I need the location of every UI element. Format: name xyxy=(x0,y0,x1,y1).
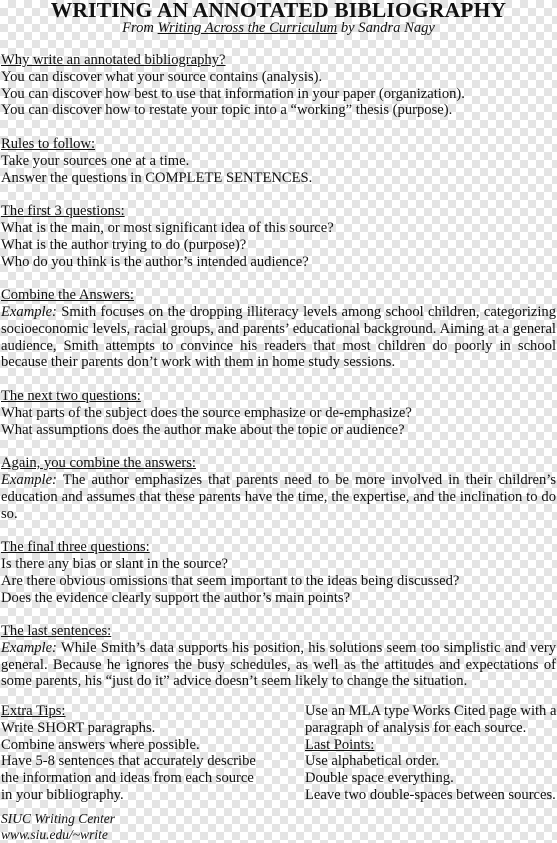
tip-line: Combine answers where possible. xyxy=(1,736,200,753)
document-body xyxy=(1,52,556,707)
section-heading: Combine the Answers: xyxy=(1,287,134,304)
page-subtitle xyxy=(0,20,557,37)
section-first-three-questions xyxy=(1,203,556,270)
question-line: What assumptions does the author make about the topic or audience? xyxy=(1,421,405,438)
example-paragraph xyxy=(1,472,556,522)
tip-line: paragraph of analysis for each source. xyxy=(305,719,527,736)
tip-line: in your bibliography. xyxy=(1,786,124,803)
example-label: Example: xyxy=(1,303,57,320)
section-again-combine xyxy=(1,455,556,522)
example-paragraph xyxy=(1,640,556,690)
page-title: WRITING AN ANNOTATED BIBLIOGRAPHY xyxy=(50,0,507,22)
example-label: Example: xyxy=(1,639,57,656)
question-line: Are there obvious omissions that seem important to the ideas being discussed? xyxy=(1,572,460,589)
text-line: You can discover how to restate your topic into a “working” thesis (purpose). xyxy=(1,102,453,119)
footer-url: www.siu.edu/~write xyxy=(1,827,108,842)
question-line: What is the author trying to do (purpose)? xyxy=(1,236,247,253)
question-line: Is there any bias or slant in the source? xyxy=(1,555,228,572)
section-heading: The next two questions: xyxy=(1,387,141,404)
section-heading: The first 3 questions: xyxy=(1,203,125,220)
section-heading: Extra Tips: xyxy=(1,703,66,719)
footer-org: SIUC Writing Center xyxy=(1,811,115,826)
text-line: Take your sources one at a time. xyxy=(1,152,190,169)
section-rules xyxy=(1,136,556,186)
subtitle-suffix: by Sandra Nagy xyxy=(337,20,435,36)
text-line: Answer the questions in COMPLETE SENTENCES. xyxy=(1,169,313,186)
section-last-sentences xyxy=(1,623,556,690)
tip-line: Use alphabetical order. xyxy=(305,753,440,770)
section-heading: Again, you combine the answers: xyxy=(1,455,196,472)
question-line: Does the evidence clearly support the author’s main points? xyxy=(1,589,351,606)
tip-line: Double space everything. xyxy=(305,770,454,787)
section-heading: Why write an annotated bibliography? xyxy=(1,52,226,68)
example-text: While Smith’s data supports his position, his solutions seem too simplistic and very general. Because he ignores the busy schedules, as well as the attitudes and expectations of some parents, his “just do it” advice doesn’t seem likely to change the situation. xyxy=(1,639,556,690)
example-text: Smith focuses on the dropping illiteracy levels among school children, categorizing socioeconomic levels, racial groups, and parents’ educational background. Aiming at a general audience, Smith attempts to convince his readers that most children do poorly in school because their parents don’t work with them in home study sessions. xyxy=(1,303,556,371)
section-heading: Rules to follow: xyxy=(1,135,96,152)
extra-tips-column xyxy=(1,703,291,804)
last-points-column xyxy=(305,703,557,804)
example-text: The author emphasizes that parents need to be more involved in their children’s education and assumes that these parents have the time, the expertise, and the inclination to do so. xyxy=(1,471,556,522)
section-final-three-questions xyxy=(1,539,556,606)
tip-line: Use an MLA type Works Cited page with a xyxy=(305,703,557,719)
section-heading: Last Points: xyxy=(305,736,375,753)
subtitle-source: Writing Across the Curriculum xyxy=(157,20,338,36)
text-line: You can discover how best to use that information in your paper (organization). xyxy=(1,85,465,102)
example-label: Example: xyxy=(1,471,57,488)
question-line: What is the main, or most significant idea of this source? xyxy=(1,219,334,236)
section-combine-answers xyxy=(1,287,556,371)
question-line: What parts of the subject does the source emphasize or de-emphasize? xyxy=(1,404,412,421)
tip-line: Write SHORT paragraphs. xyxy=(1,719,156,736)
section-next-two-questions xyxy=(1,388,556,438)
section-heading: The final three questions: xyxy=(1,539,150,556)
section-why xyxy=(1,52,556,119)
footer xyxy=(1,811,115,843)
text-line: You can discover what your source contains (analysis). xyxy=(1,68,323,85)
subtitle-prefix: From xyxy=(122,20,158,36)
tip-line: Have 5-8 sentences that accurately describe xyxy=(1,753,256,770)
tip-line: Leave two double-spaces between sources. xyxy=(305,786,556,803)
section-heading: The last sentences: xyxy=(1,623,112,640)
example-paragraph xyxy=(1,304,556,371)
tip-line: the information and ideas from each source xyxy=(1,770,254,787)
question-line: Who do you think is the author’s intended audience? xyxy=(1,253,309,270)
